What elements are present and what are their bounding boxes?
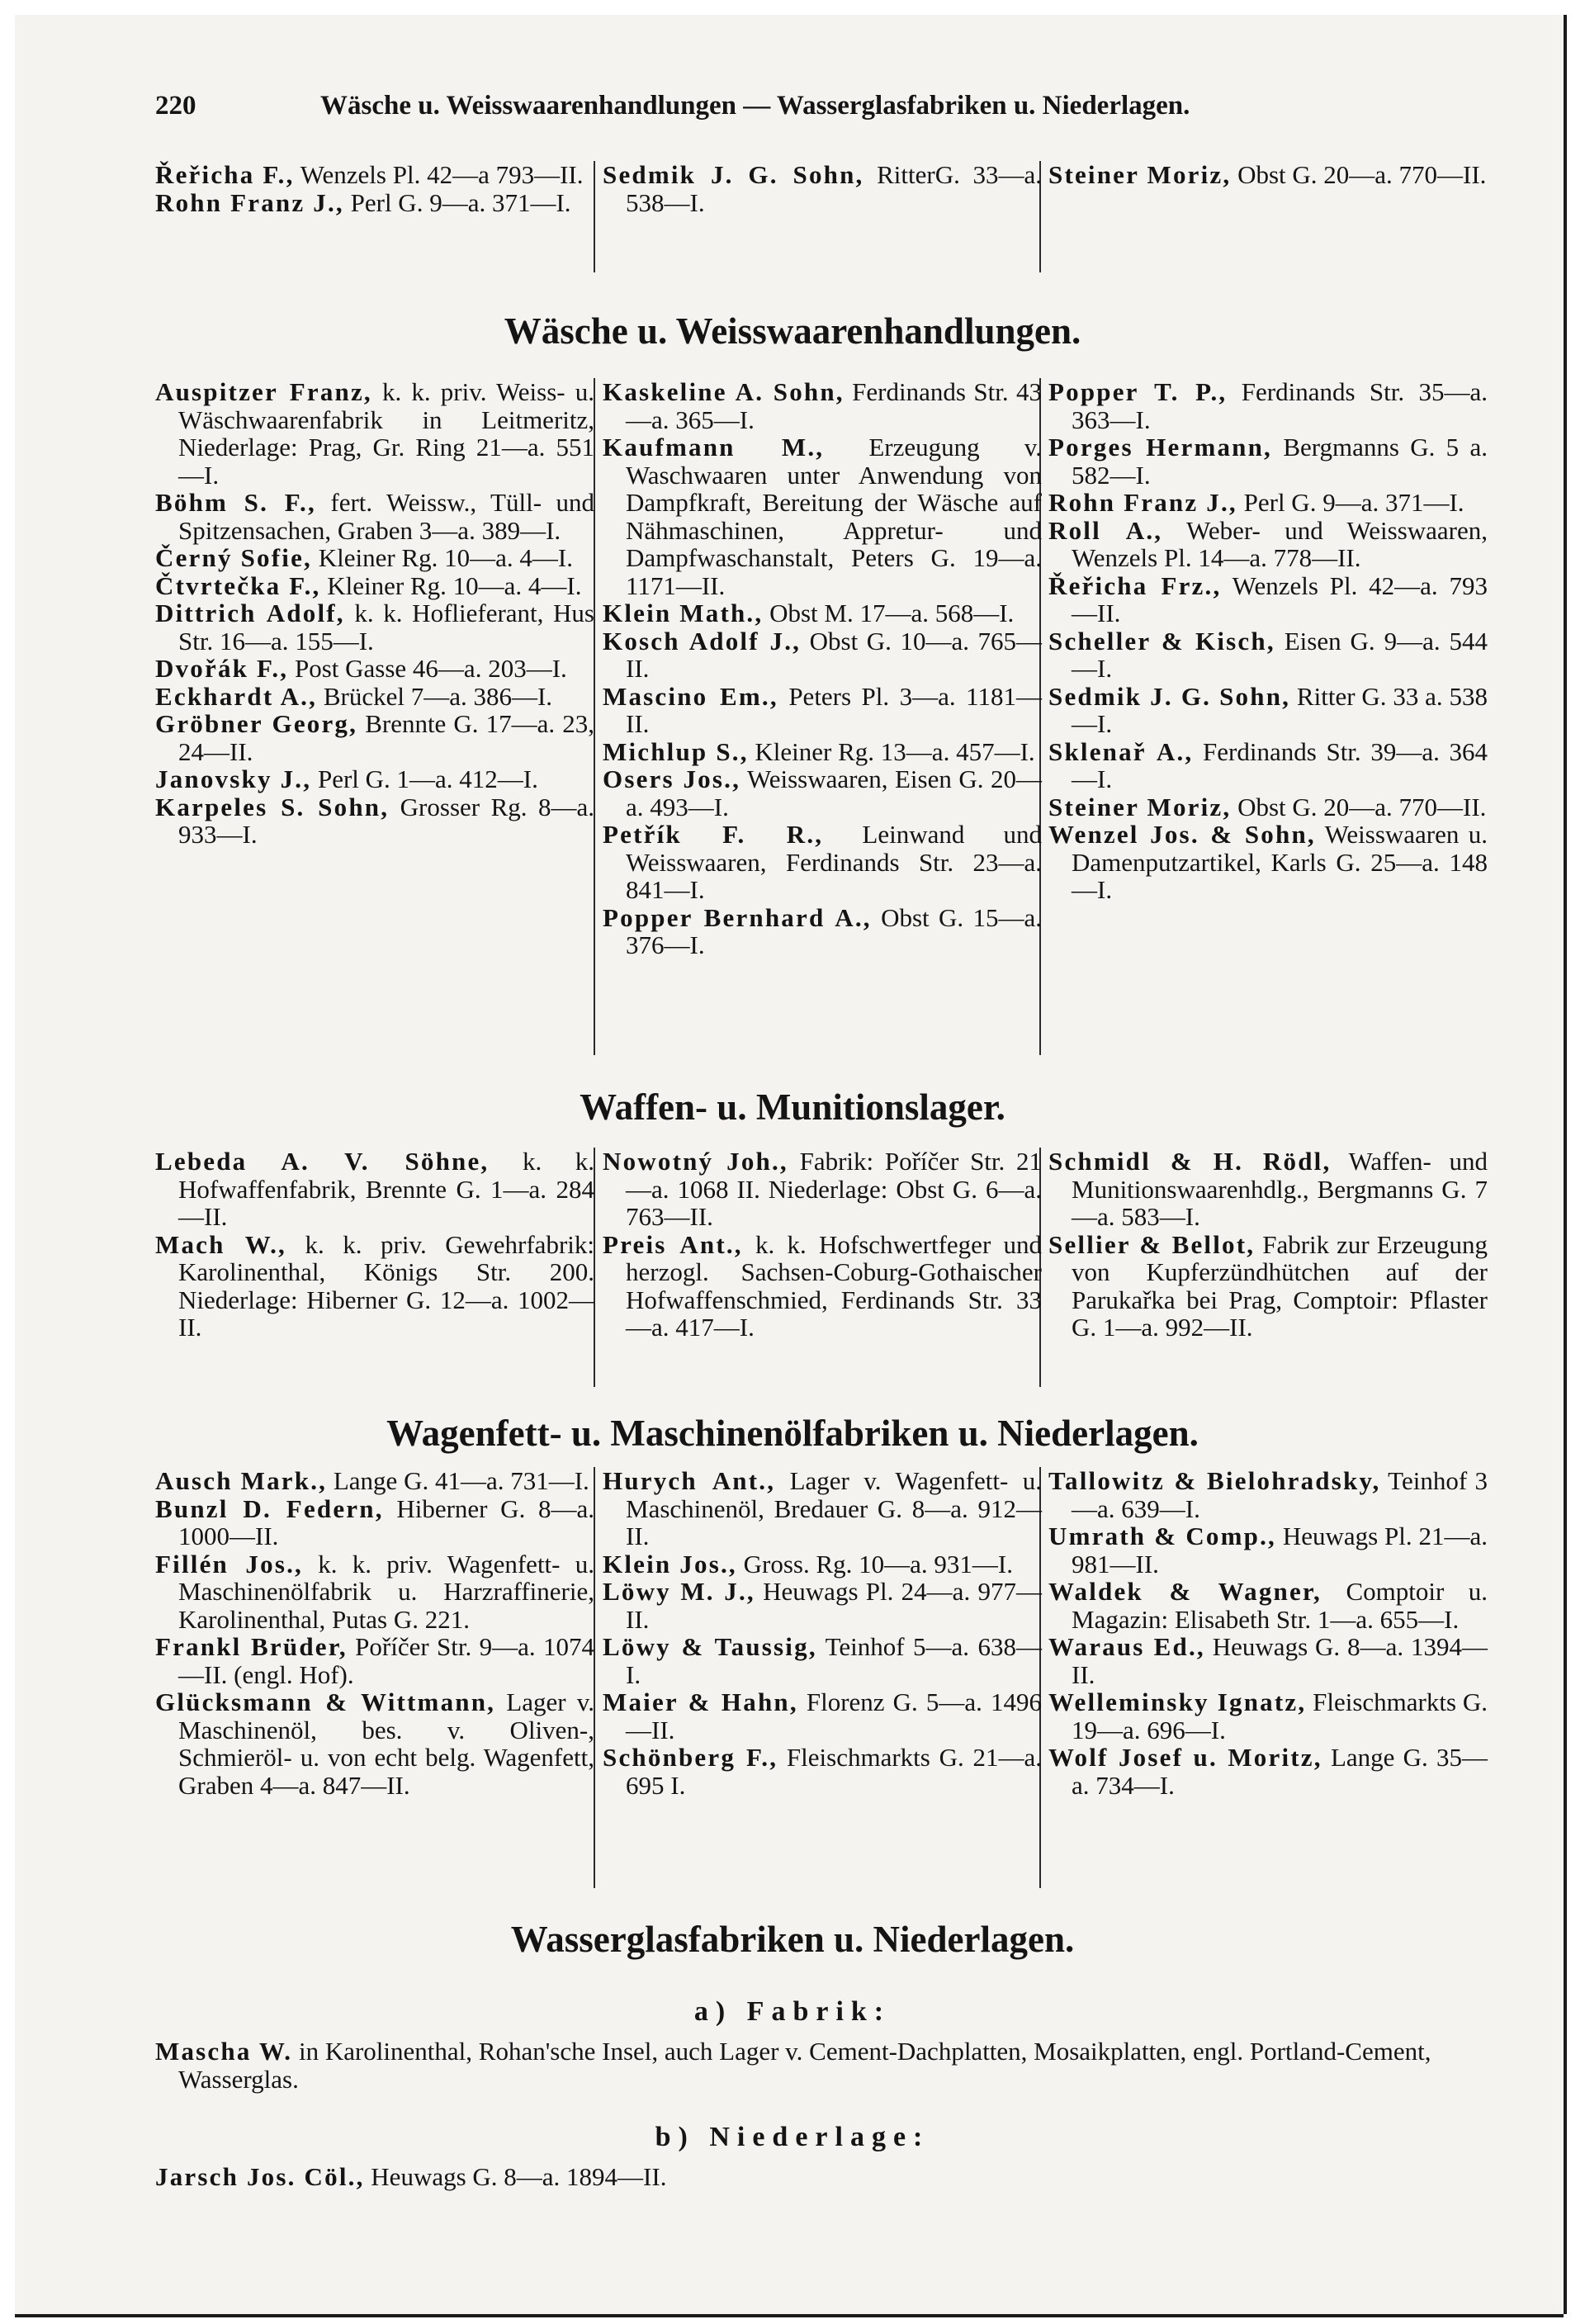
- entry-name: Rohn Franz J.,: [155, 187, 344, 217]
- entry-details: Perl G. 9—a. 371—I.: [1237, 488, 1464, 517]
- directory-entry: [603, 1633, 1042, 1688]
- entry-name: Schönberg F.,: [603, 1743, 778, 1772]
- niederlage-entry-block: [155, 2163, 1486, 2191]
- entry-details: Lager v. Maschinenöl, bes. v. Oliven-, Schmieröl- u. von echt belg. Wagenfett, Graben 4—a. 847—II.: [178, 1687, 594, 1800]
- column-3: [1048, 1467, 1488, 1799]
- directory-entry: [1048, 1522, 1488, 1578]
- entry-name: Steiner Moriz,: [1048, 792, 1232, 821]
- directory-entry: [155, 599, 594, 655]
- directory-entry: [155, 1688, 594, 1799]
- entry-details: Fleischmarkts G. 21—a. 695 I.: [626, 1743, 1042, 1800]
- directory-entry: [603, 821, 1042, 904]
- entry-name: Waraus Ed.,: [1048, 1632, 1205, 1661]
- entry-name: Kaskeline A. Sohn,: [603, 377, 845, 406]
- entry-name: Řeřicha Frz.,: [1048, 570, 1222, 600]
- entry-name: Sklenař A.,: [1048, 736, 1194, 766]
- entry-details: Ferdinands Str. 43—a. 365—I.: [626, 377, 1042, 434]
- directory-entry: [1048, 1688, 1488, 1744]
- entry-name: Rohn Franz J.,: [1048, 488, 1237, 517]
- directory-entry: [155, 1550, 594, 1634]
- entry-name: Löwy & Taussig,: [603, 1632, 817, 1661]
- entry-name: Wenzel Jos. & Sohn,: [1048, 820, 1316, 849]
- entry-details: Fleischmarkts G. 19—a. 696—I.: [1072, 1687, 1488, 1744]
- entry-name: Lebeda A. V. Söhne,: [155, 1147, 490, 1176]
- entry-name: Fillén Jos.,: [155, 1549, 303, 1579]
- directory-entry: [1048, 433, 1488, 489]
- entry-name: Petřík F. R.,: [603, 820, 824, 849]
- entry-details: k. k. priv. Wagenfett- u. Maschinenölfabrik u. Harzraffinerie, Karolinenthal, Putas G. 221.: [178, 1549, 594, 1634]
- directory-entry: [603, 1744, 1042, 1799]
- directory-entry: [1048, 1148, 1488, 1231]
- entry-name: Maier & Hahn,: [603, 1687, 798, 1716]
- entry-details: Florenz G. 5—a. 1496—II.: [626, 1687, 1042, 1744]
- directory-entry: [1048, 738, 1488, 793]
- entry-name: Tallowitz & Bielohradsky,: [1048, 1466, 1381, 1495]
- section-wagenfett: [155, 1467, 1486, 1888]
- entry-details: Obst M. 17—a. 568—I.: [763, 599, 1015, 627]
- directory-entry: [603, 738, 1042, 766]
- entry-name: Popper T. P.,: [1048, 377, 1228, 406]
- entry-details: Heuwags G. 8—a. 1894—II.: [364, 2162, 667, 2191]
- directory-entry: [155, 489, 594, 544]
- fabrik-entry-block: [155, 2038, 1486, 2094]
- directory-entry: [1048, 1744, 1488, 1799]
- directory-entry: [155, 1495, 594, 1550]
- entry-details: Ritter G. 33 a. 538—I.: [1072, 681, 1488, 738]
- column-3: [1048, 161, 1488, 189]
- entry-name: Klein Math.,: [603, 599, 764, 627]
- entry-details: k. k. priv. Weiss- u. Wäschwaarenfabrik in Leitmeritz, Niederlage: Prag, Gr. Ring 21—a. 551—I.: [178, 377, 595, 490]
- entry-details: Weber- und Weisswaaren, Wenzels Pl. 14—a. 778—II.: [1072, 515, 1488, 572]
- entry-details: Fabrik zur Erzeugung von Kupferzündhütchen auf der Parukařka bei Prag, Comptoir: Pflaster G. 1—a. 992—II.: [1072, 1229, 1488, 1342]
- entry-name: Sedmik J. G. Sohn,: [1048, 681, 1291, 711]
- directory-entry: [155, 572, 594, 600]
- column-2: [603, 1148, 1042, 1342]
- entry-name: Frankl Brüder,: [155, 1632, 348, 1661]
- entry-name: Čtvrtečka F.,: [155, 570, 321, 600]
- entry-details: k. k. Hofschwertfeger und herzogl. Sachsen-Coburg-Gothaischer Hofwaffenschmied, Ferdinands Str. 33—a. 417—I.: [626, 1229, 1043, 1342]
- entry-name: Wolf Josef u. Moritz,: [1048, 1743, 1322, 1772]
- entry-details: Ferdinands Str. 39—a. 364—I.: [1072, 736, 1488, 793]
- directory-entry: [603, 1550, 1042, 1579]
- entry-name: Roll A.,: [1048, 515, 1163, 545]
- column-1: [155, 1467, 594, 1799]
- entry-name: Auspitzer Franz,: [155, 377, 372, 406]
- entry-details: Teinhof 5—a. 638—I.: [626, 1632, 1042, 1689]
- entry-details: Grosser Rg. 8—a. 933—I.: [178, 792, 595, 849]
- entry-details: Perl G. 1—a. 412—I.: [311, 764, 538, 793]
- entry-name: Scheller & Kisch,: [1048, 626, 1275, 656]
- entry-details: Lange G. 41—a. 731—I.: [327, 1466, 589, 1495]
- running-title: Wäsche u. Weisswaarenhandlungen — Wasserglasfabriken u. Niederlagen.: [320, 91, 1190, 121]
- directory-entry: [1048, 1467, 1488, 1522]
- entry-details: Comptoir u. Magazin: Elisabeth Str. 1—a. 655—I.: [1072, 1577, 1488, 1634]
- entry-details: Lange G. 35—a. 734—I.: [1072, 1743, 1488, 1800]
- entry-name: Mach W.,: [155, 1229, 286, 1259]
- entry-name: Dvořák F.,: [155, 654, 289, 683]
- entry-details: Poříčer Str. 9—a. 1074—II. (engl. Hof).: [178, 1632, 594, 1689]
- entry-name: Eckhardt A.,: [155, 681, 318, 711]
- entry-name: Dittrich Adolf,: [155, 599, 345, 627]
- directory-entry: [603, 683, 1042, 738]
- entry-name: Preis Ant.,: [603, 1229, 743, 1259]
- entry-name: Klein Jos.,: [603, 1549, 737, 1579]
- entry-details: RitterG. 33—a. 538—I.: [626, 160, 1043, 217]
- entry-details: Obst G. 10—a. 765—II.: [626, 626, 1043, 683]
- entry-name: Hurych Ant.,: [603, 1466, 776, 1495]
- directory-entry: [1048, 489, 1488, 517]
- directory-entry: [1048, 572, 1488, 627]
- entry-name: Schmidl & H. Rödl,: [1048, 1147, 1332, 1176]
- entry-name: Bunzl D. Federn,: [155, 1493, 384, 1523]
- entry-name: Sellier & Bellot,: [1048, 1229, 1256, 1259]
- entry-details: Gross. Rg. 10—a. 931—I.: [736, 1549, 1013, 1579]
- entry-name: Nowotný Joh.,: [603, 1147, 788, 1176]
- page-header: [155, 91, 1327, 132]
- entry-name: Janovsky J.,: [155, 764, 312, 793]
- directory-entry: [1048, 683, 1488, 738]
- entry-name: Mascino Em.,: [603, 681, 778, 711]
- entry-details: Leinwand und Weisswaaren, Ferdinands Str. 23—a. 841—I.: [626, 820, 1042, 904]
- directory-entry: [155, 2163, 1486, 2191]
- entry-details: Post Gasse 46—a. 203—I.: [288, 654, 567, 683]
- column-2: [603, 378, 1042, 959]
- entry-name: Welleminsky Ignatz,: [1048, 1687, 1307, 1716]
- entry-details: Heuwags G. 8—a. 1394—II.: [1072, 1632, 1488, 1689]
- directory-entry: [155, 793, 594, 849]
- directory-entry: [603, 1148, 1042, 1231]
- directory-entry: [603, 1688, 1042, 1744]
- entry-details: Kleiner Rg. 10—a. 4—I.: [320, 570, 582, 600]
- subheading-fabrik: a) Fabrik:: [693, 1996, 892, 2027]
- directory-entry: [155, 378, 594, 489]
- column-1: [155, 1148, 594, 1342]
- page-number: 220: [155, 91, 196, 121]
- column-1: [155, 378, 594, 849]
- entry-name: Löwy M. J.,: [603, 1577, 755, 1606]
- directory-entry: [603, 1231, 1042, 1342]
- section-title-waesche: Wäsche u. Weisswaarenhandlungen.: [504, 310, 1081, 352]
- entry-details: k. k. Hofwaffenfabrik, Brennte G. 1—a. 284—II.: [178, 1147, 595, 1231]
- entry-name: Gröbner Georg,: [155, 709, 358, 738]
- directory-entry: [155, 189, 594, 217]
- entry-details: Obst G. 20—a. 770—II.: [1231, 792, 1487, 821]
- entry-details: Wenzels Pl. 42—a 793—II.: [294, 160, 584, 189]
- entry-name: Černý Sofie,: [155, 543, 312, 572]
- entry-details: k. k. Hoflieferant, Hus Str. 16—a. 155—I.: [178, 599, 594, 656]
- directory-entry: [603, 378, 1042, 433]
- entry-details: Brennte G. 17—a. 23, 24—II.: [178, 709, 594, 766]
- entry-name: Jarsch Jos. Cöl.,: [155, 2162, 365, 2191]
- entry-details: Obst G. 20—a. 770—II.: [1231, 160, 1487, 189]
- entry-name: Porges Hermann,: [1048, 433, 1273, 461]
- entry-details: Weisswaaren, Eisen G. 20—a. 493—I.: [626, 764, 1042, 821]
- directory-entry: [1048, 627, 1488, 683]
- entry-details: Bergmanns G. 5 a. 582—I.: [1072, 433, 1488, 490]
- entry-details: Peters Pl. 3—a. 1181—II.: [626, 681, 1042, 738]
- entry-details: Heuwags Pl. 21—a. 981—II.: [1072, 1522, 1488, 1579]
- directory-entry: [155, 2038, 1486, 2094]
- column-3: [1048, 1148, 1488, 1342]
- directory-entry: [603, 1578, 1042, 1633]
- entry-details: Teinhof 3—a. 639—I.: [1072, 1466, 1488, 1523]
- entry-name: Umrath & Comp.,: [1048, 1522, 1276, 1550]
- directory-entry: [603, 627, 1042, 683]
- directory-entry: [1048, 378, 1488, 433]
- directory-entry: [155, 683, 594, 711]
- entry-details: Lager v. Wagenfett- u. Maschinenöl, Bredauer G. 8—a. 912—II.: [626, 1466, 1042, 1550]
- entry-details: fert. Weissw., Tüll- und Spitzensachen, Graben 3—a. 389—I.: [178, 488, 594, 545]
- entry-name: Popper Bernhard A.,: [603, 902, 872, 932]
- directory-entry: [155, 544, 594, 572]
- entry-details: Kleiner Rg. 10—a. 4—I.: [311, 543, 573, 572]
- directory-entry: [603, 599, 1042, 627]
- entry-name: Ausch Mark.,: [155, 1466, 328, 1495]
- directory-entry: [155, 1633, 594, 1688]
- entry-name: Řeřicha F.,: [155, 160, 295, 189]
- directory-entry: [155, 710, 594, 765]
- section-waesche: [155, 378, 1486, 1055]
- entry-details: Perl G. 9—a. 371—I.: [343, 187, 571, 217]
- directory-entry: [603, 765, 1042, 821]
- directory-entry: [155, 765, 594, 793]
- entry-details: k. k. priv. Gewehrfabrik: Karolinenthal, Königs Str. 200. Niederlage: Hiberner G. 12—a. 1002—II.: [178, 1229, 594, 1342]
- section-title-waffen: Waffen- u. Munitionslager.: [580, 1086, 1005, 1128]
- column-2: [603, 161, 1042, 216]
- directory-entry: [603, 433, 1042, 599]
- entry-details: Brückel 7—a. 386—I.: [317, 681, 553, 711]
- entry-details: in Karolinenthal, Rohan'sche Insel, auch Lager v. Cement-Dachplatten, Mosaikplatten, engl. Portland-Cement, Wasserglas.: [178, 2037, 1431, 2094]
- column-1: [155, 161, 594, 216]
- entry-details: Erzeugung v. Waschwaaren unter Anwendung von Dampfkraft, Bereitung der Wäsche auf Nähmaschinen, Appretur- und Dampfwaschanstalt, Peters G. 19—a. 1171—II.: [626, 433, 1042, 600]
- directory-entry: [1048, 1578, 1488, 1633]
- entry-name: Kosch Adolf J.,: [603, 626, 802, 656]
- directory-entry: [603, 1467, 1042, 1550]
- directory-entry: [155, 1467, 594, 1495]
- column-2: [603, 1467, 1042, 1799]
- entry-name: Steiner Moriz,: [1048, 160, 1232, 189]
- entry-name: Mascha W.: [155, 2037, 293, 2066]
- entry-name: Karpeles S. Sohn,: [155, 792, 390, 821]
- column-3: [1048, 378, 1488, 904]
- directory-entry: [1048, 161, 1488, 189]
- entry-name: Osers Jos.,: [603, 764, 741, 793]
- directory-entry: [155, 655, 594, 683]
- directory-entry: [603, 161, 1042, 216]
- directory-entry: [1048, 517, 1488, 572]
- entry-details: Kleiner Rg. 13—a. 457—I.: [748, 736, 1035, 766]
- entry-details: Eisen G. 9—a. 544—I.: [1072, 626, 1488, 683]
- continuation-block: [155, 161, 1486, 272]
- entry-details: Hiberner G. 8—a. 1000—II.: [178, 1493, 594, 1550]
- entry-details: Weisswaaren u. Damenputzartikel, Karls G. 25—a. 148—I.: [1072, 820, 1488, 904]
- entry-details: Ferdinands Str. 35—a. 363—I.: [1072, 377, 1488, 434]
- directory-entry: [1048, 1231, 1488, 1342]
- entry-name: Waldek & Wagner,: [1048, 1577, 1322, 1606]
- entry-name: Böhm S. F.,: [155, 488, 316, 517]
- entry-details: Fabrik: Poříčer Str. 21—a. 1068 II. Niederlage: Obst G. 6—a. 763—II.: [626, 1147, 1042, 1231]
- entry-details: Heuwags Pl. 24—a. 977—II.: [626, 1577, 1042, 1634]
- entry-details: Waffen- und Munitionswaarenhdlg., Bergmanns G. 7—a. 583—I.: [1072, 1147, 1488, 1231]
- section-title-wasserglas: Wasserglasfabriken u. Niederlagen.: [510, 1919, 1075, 1960]
- directory-entry: [155, 1231, 594, 1342]
- directory-entry: [1048, 821, 1488, 904]
- entry-details: Obst G. 15—a. 376—I.: [626, 902, 1042, 959]
- directory-entry: [603, 904, 1042, 959]
- section-waffen: [155, 1148, 1486, 1387]
- directory-entry: [155, 161, 594, 189]
- directory-entry: [1048, 1633, 1488, 1688]
- section-title-wagenfett: Wagenfett- u. Maschinenölfabriken u. Niederlagen.: [386, 1413, 1199, 1454]
- entry-name: Sedmik J. G. Sohn,: [603, 160, 864, 189]
- entry-name: Glücksmann & Wittmann,: [155, 1687, 496, 1716]
- directory-entry: [1048, 793, 1488, 821]
- entry-details: Wenzels Pl. 42—a. 793—II.: [1072, 570, 1488, 627]
- directory-entry: [155, 1148, 594, 1231]
- entry-name: Kaufmann M.,: [603, 433, 825, 461]
- subheading-niederlage: b) Niederlage:: [655, 2122, 930, 2152]
- entry-name: Michlup S.,: [603, 736, 749, 766]
